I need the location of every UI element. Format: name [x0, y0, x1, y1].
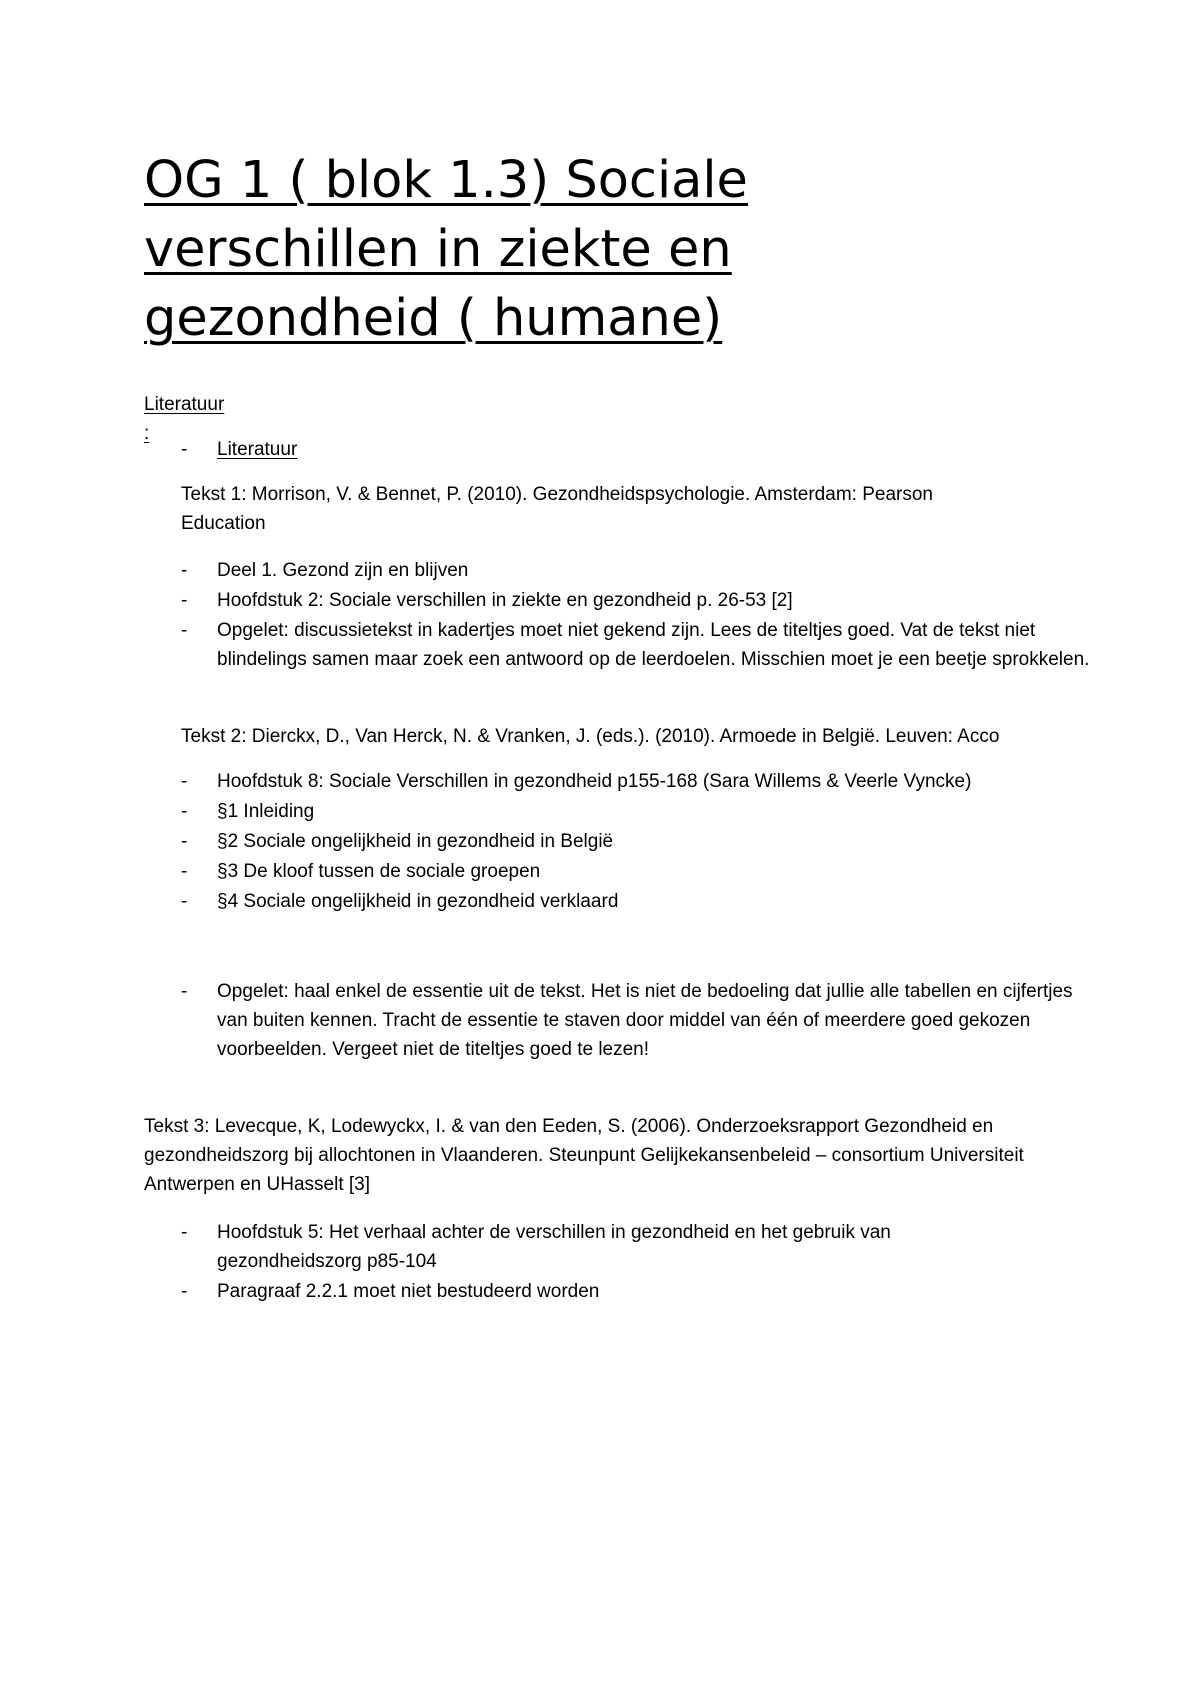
text1-citation: Tekst 1: Morrison, V. & Bennet, P. (2010). Gezondheidspsychologie. Amsterdam: Pearson Education [181, 484, 933, 534]
text2-citation: Tekst 2: Dierckx, D., Van Herck, N. & Vranken, J. (eds.). (2010). Armoede in België. Leuven: Acco [181, 726, 1000, 747]
bullet-dash: - [181, 560, 188, 581]
literature-subheading: Literatuur [217, 439, 298, 460]
text3-item: Paragraaf 2.2.1 moet niet bestudeerd worden [217, 1281, 600, 1302]
text2-note: Opgelet: haal enkel de essentie uit de tekst. Het is niet de bedoeling dat jullie alle tabellen en cijfertjes van buiten kennen. Tracht de essentie te staven door middel van één of meerdere goed gekozen voorbeelden. Vergeet niet de titeltjes goed te lezen! [217, 981, 1073, 1060]
bullet-dash: - [181, 1222, 188, 1243]
bullet-dash: - [181, 620, 188, 641]
text1-item: Deel 1. Gezond zijn en blijven [217, 560, 469, 581]
document-title: OG 1 ( blok 1.3) Sociale verschillen in ziekte en gezondheid ( humane) [144, 151, 748, 348]
text1-item: Hoofdstuk 2: Sociale verschillen in ziekte en gezondheid p. 26-53 [2] [217, 590, 793, 611]
bullet-dash: - [181, 891, 188, 912]
bullet-dash: - [181, 771, 188, 792]
bullet-dash: - [181, 831, 188, 852]
text2-item: §2 Sociale ongelijkheid in gezondheid in België [217, 831, 614, 852]
text3-citation: Tekst 3: Levecque, K, Lodewyckx, I. & van den Eeden, S. (2006). Onderzoeksrapport Gezondheid en gezondheidszorg bij allochtonen in Vlaanderen. Steunpunt Gelijkekansenbeleid – consortium Universiteit Antwerpen en UHasselt [3] [144, 1116, 1024, 1195]
text2-item: §3 De kloof tussen de sociale groepen [217, 861, 541, 882]
text2-item: Hoofdstuk 8: Sociale Verschillen in gezondheid p155-168 (Sara Willems & Veerle Vyncke) [217, 771, 972, 792]
bullet-dash: - [181, 1281, 188, 1302]
bullet-dash: - [181, 981, 188, 1002]
text2-item: §1 Inleiding [217, 801, 315, 822]
literature-heading: Literatuur : [144, 394, 225, 444]
bullet-dash: - [181, 801, 188, 822]
text2-item: §4 Sociale ongelijkheid in gezondheid verklaard [217, 891, 619, 912]
text3-item: Hoofdstuk 5: Het verhaal achter de verschillen in gezondheid en het gebruik van gezondheidszorg p85-104 [217, 1222, 891, 1272]
bullet-dash: - [181, 439, 188, 460]
bullet-dash: - [181, 861, 188, 882]
text1-item: Opgelet: discussietekst in kadertjes moet niet gekend zijn. Lees de titeltjes goed. Vat de tekst niet blindelings samen maar zoek een antwoord op de leerdoelen. Misschien moet je een beetje sprokkelen. [217, 620, 1090, 670]
bullet-dash: - [181, 590, 188, 611]
